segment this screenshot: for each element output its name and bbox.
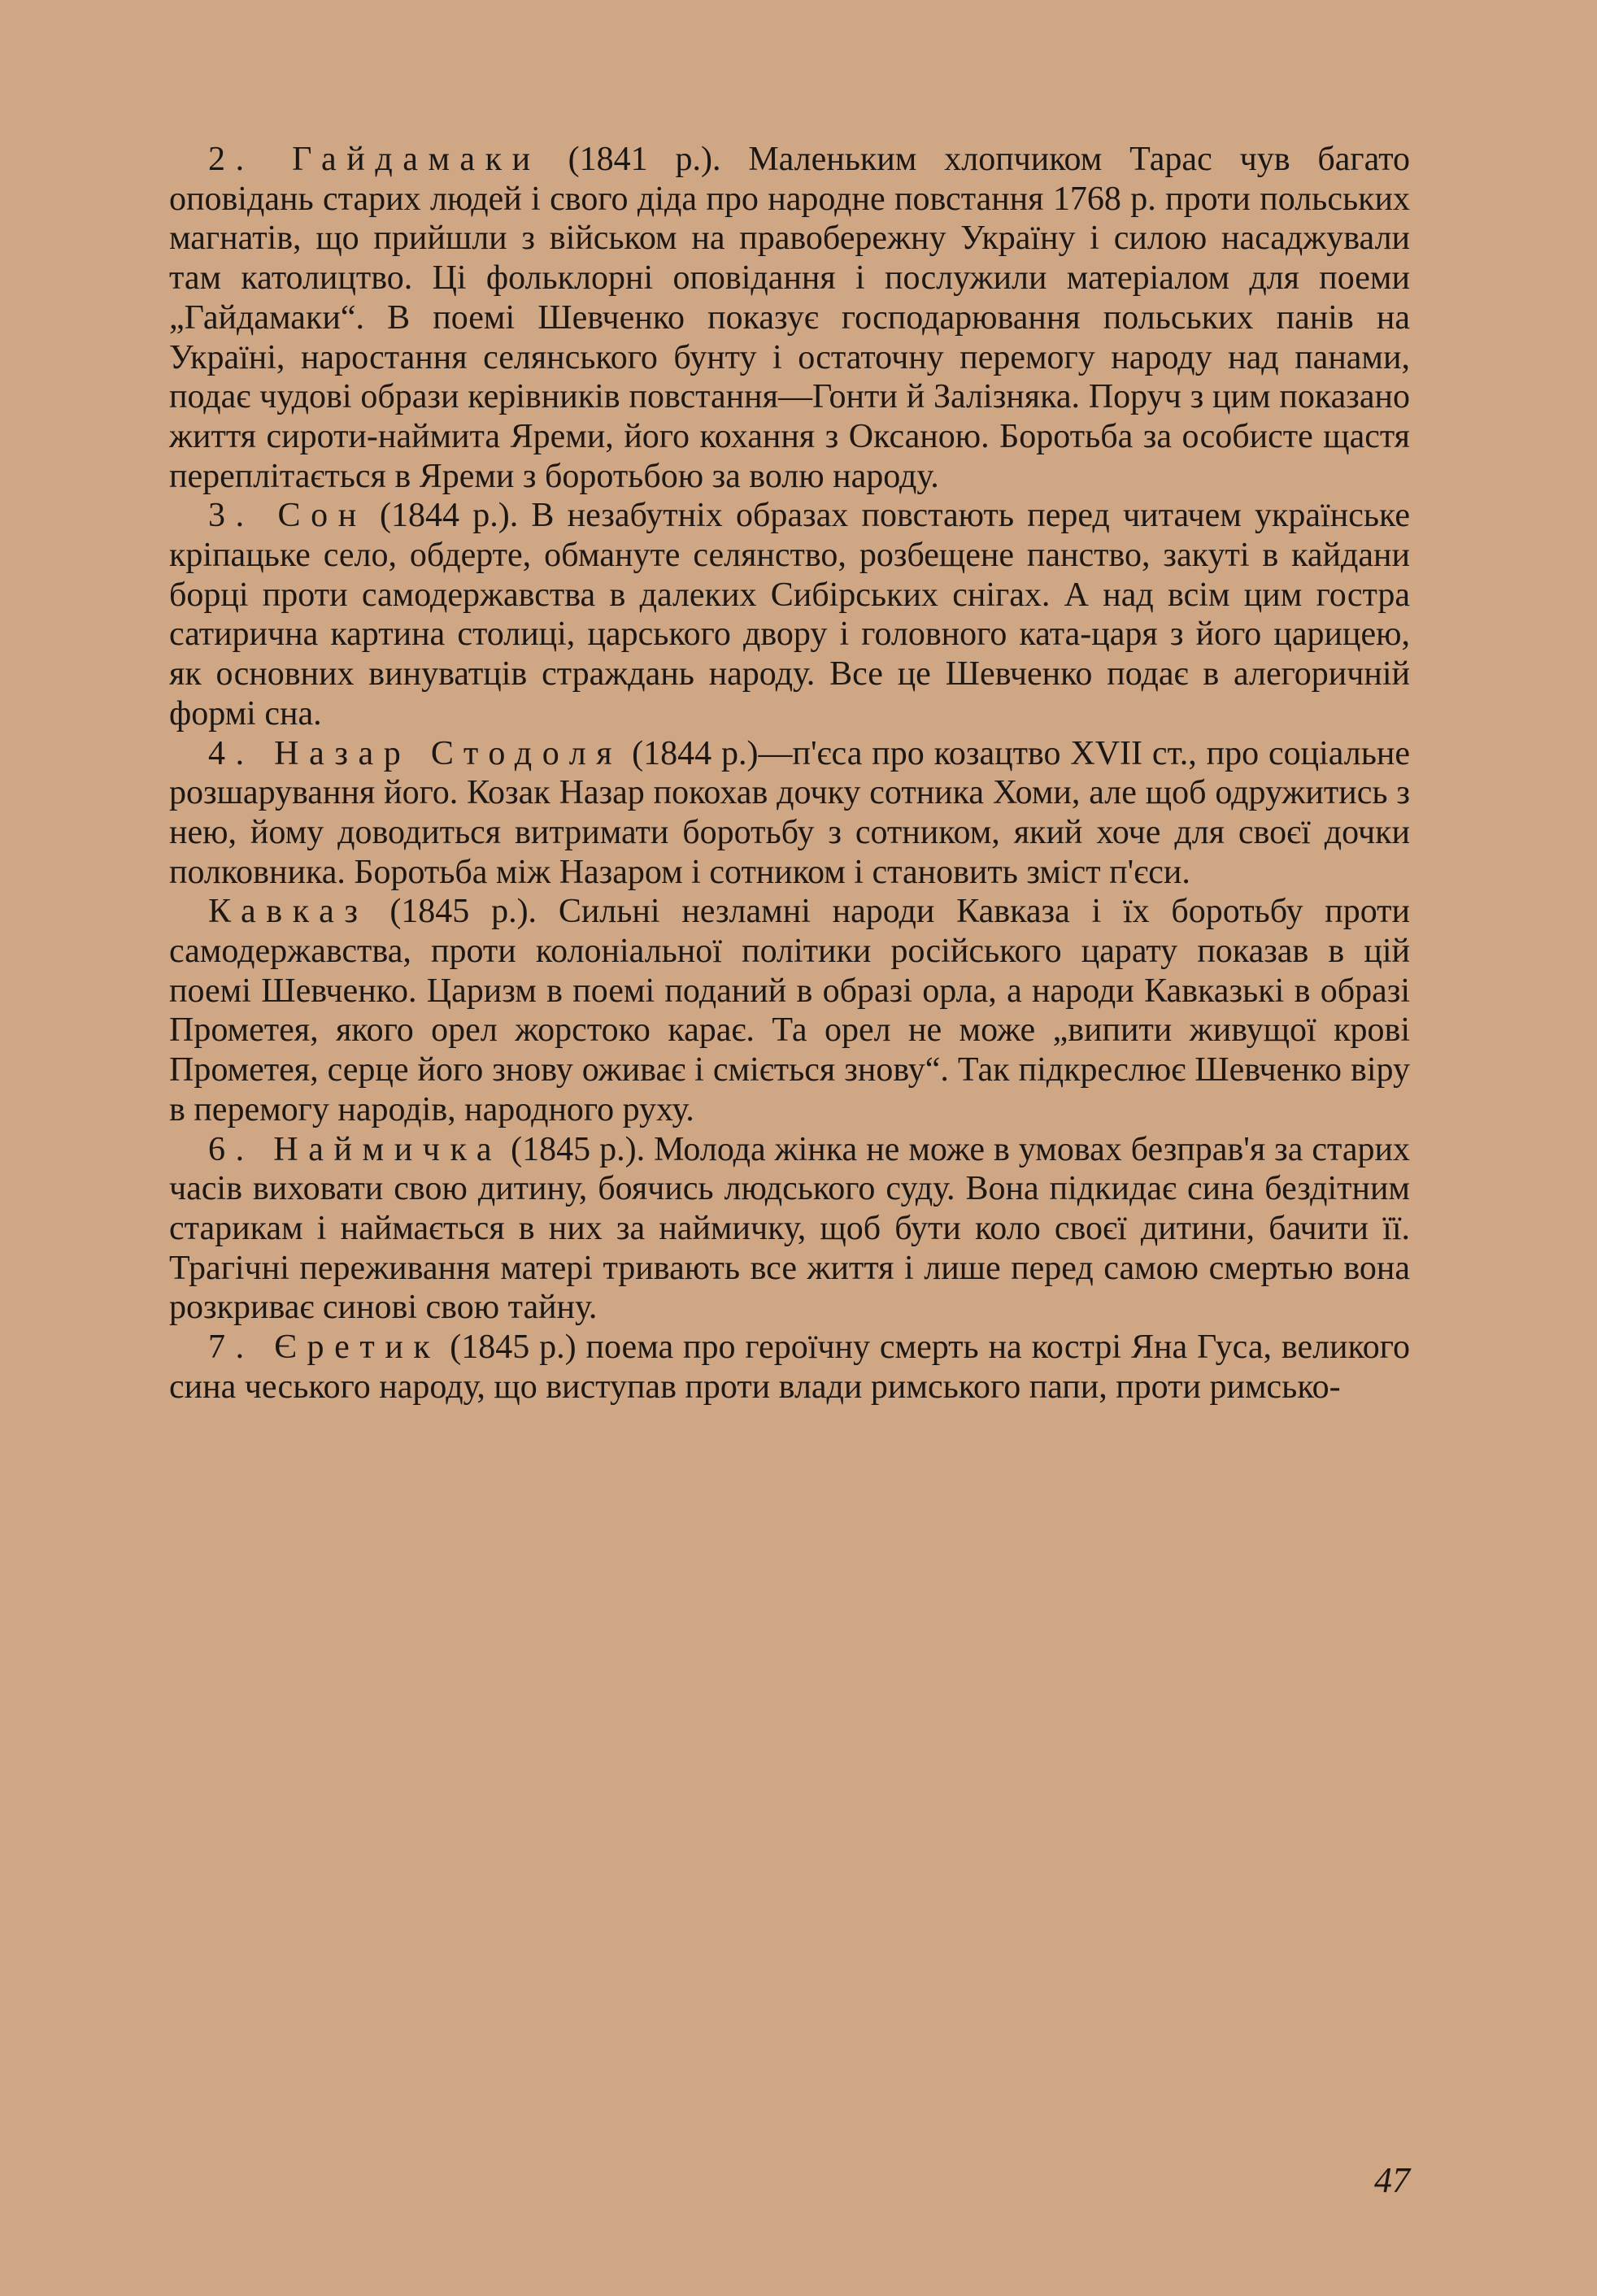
work-title: 6. Наймичка xyxy=(208,1130,503,1168)
paragraph-haidamaky xyxy=(169,140,1410,496)
paragraph-nazar-stodolia xyxy=(169,734,1410,893)
paragraph-son xyxy=(169,496,1410,733)
paragraph-kavkaz xyxy=(169,892,1410,1129)
book-page xyxy=(169,140,1410,2286)
work-title: 4. Назар Стодоля xyxy=(208,734,623,772)
work-title: 7. Єретик xyxy=(208,1328,441,1367)
paragraph-naimychka xyxy=(169,1130,1410,1328)
paragraph-text: (1844 р.). В незабутніх образах повстають перед читачем українське кріпацьке село, обдерте, обмануте селянство, розбещене панство, закуті в кайдани борці проти самодержавства в далеких Сибірських снігах. А над всім цим гостра сатирична картина столиці, царського двору і головного ката-царя з його царицею, як основних винуватців страждань народу. Все це Шевченко подає в алегоричній формі сна. xyxy=(169,497,1410,733)
work-title: 2. Гайдамаки xyxy=(208,141,541,178)
page-number: 47 xyxy=(1374,2160,1410,2200)
work-title: Кавказ xyxy=(208,893,368,931)
paragraph-text: (1845 р.). Молода жінка не може в умовах безправ'я за старих часів виховати свою дитину, боячись людського суду. Вона підкидає сина бездітним старикам і наймається в них за наймичку, щоб бути коло своєї дитини, бачити її. Трагічні переживання матері тривають все життя і лише перед самою смертью вона розкриває синові свою тайну. xyxy=(169,1130,1410,1327)
paragraph-text: (1841 р.). Маленьким хлопчиком Тарас чув багато оповідань старих людей і свого діда про народне повстання 1768 р. проти польських магнатів, що прийшли з військом на правобережну Україну і силою насаджували там католицтво. Ці фольклорні оповідання і послужили матеріалом для поеми „Гайдамаки“. В поемі Шевченко показує господарювання польських панів на Україні, наростання селянського бунту і остаточну перемогу народу над панами, подає чудові образи керівників повстання—Гонти й Залізняка. Поруч з цим показано життя сироти-наймита Яреми, його кохання з Оксаною. Боротьба за особисте щастя переплітається в Яреми з боротьбою за волю народу. xyxy=(169,141,1410,495)
paragraph-text: (1845 р.). Сильні незламні народи Кавказа і їх боротьбу проти самодержавства, проти колоніальної політики російського царату показав в цій поемі Шевченко. Царизм в поемі поданий в образі орла, а народи Кавказькі в образі Прометея, якого орел жорстоко карає. Та орел не може „випити живущої крові Прометея, серце його знову оживає і сміється знову“. Так підкреслює Шевченко віру в перемогу народів, народного руху. xyxy=(169,893,1410,1128)
paragraph-text: (1845 р.) поема про героїчну смерть на кострі Яна Гуса, великого сина чеського народу, що виступав проти влади римського папи, проти римсько- xyxy=(169,1328,1410,1406)
paragraph-yeretyk xyxy=(169,1328,1410,1407)
work-title: 3. Сон xyxy=(208,497,367,535)
paragraph-text: (1844 р.)—п'єса про козацтво XVII ст., про соціальне розшарування його. Козак Назар покохав дочку сотника Хоми, але щоб одружитись з нею, йому доводиться витримати боротьбу з сотником, який хоче для своєї дочки полковника. Боротьба між Назаром і сотником і становить зміст п'єси. xyxy=(169,734,1410,891)
